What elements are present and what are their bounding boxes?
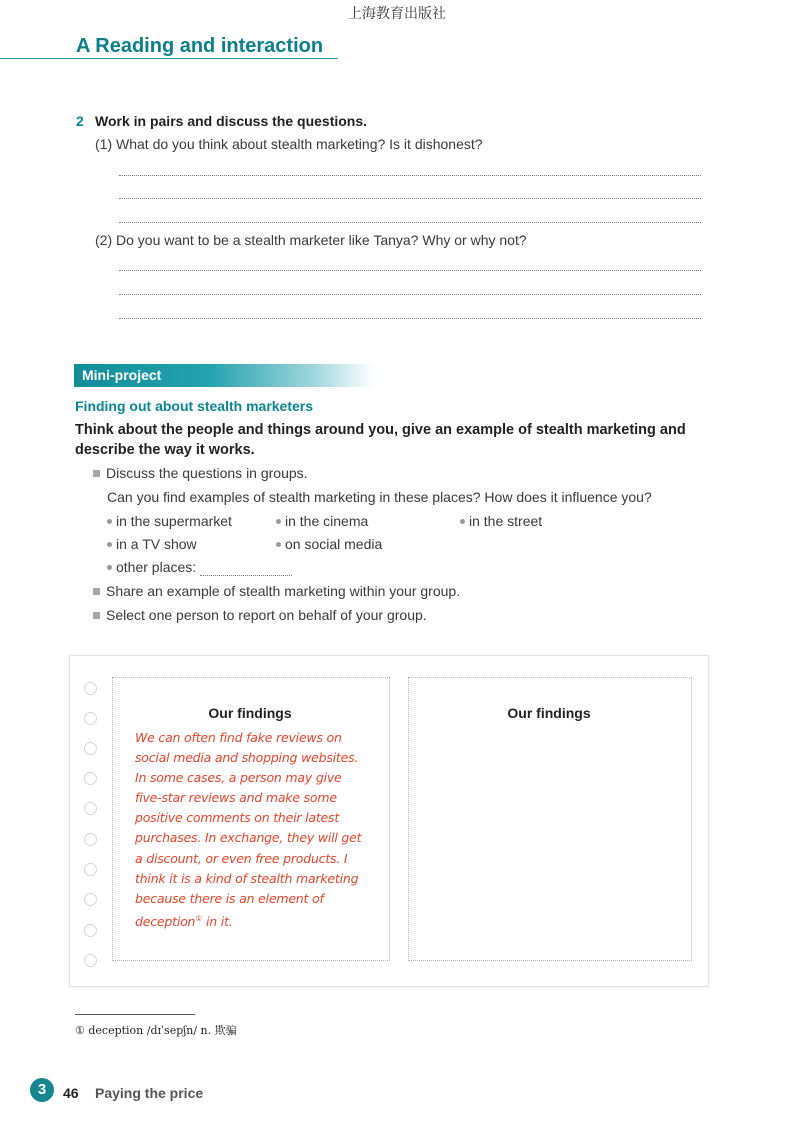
place-item: in the street [469, 513, 543, 529]
other-places-blank[interactable] [200, 575, 292, 576]
step-report: Select one person to report on behalf of your group. [106, 607, 427, 623]
places-prompt: Can you find examples of stealth marketing in these places? How does it influence you? [107, 489, 652, 505]
answer-line-text: social media and shopping websites. [135, 750, 359, 766]
place-item: on social media [285, 536, 383, 552]
sub-question-2: (2) Do you want to be a stealth marketer like Tanya? Why or why not? [95, 232, 527, 248]
answer-line-text: purchases. In exchange, they will get [135, 830, 362, 846]
binder-ring-icon [84, 742, 97, 755]
answer-line-text: positive comments on their latest [135, 810, 340, 826]
question-heading: Work in pairs and discuss the questions. [95, 113, 368, 129]
square-bullet-icon [93, 470, 100, 477]
bullet-dot-icon [107, 542, 112, 547]
footnote-rule [75, 1014, 195, 1015]
place-item: in the cinema [285, 513, 369, 529]
section-title: A Reading and interaction [76, 35, 324, 57]
bullet-dot-icon [460, 519, 465, 524]
mini-project-label: Mini-project [82, 367, 162, 383]
footnote: ① deception /dɪˈsepʃn/ n. 欺骗 [75, 1024, 237, 1037]
page-number: 46 [63, 1085, 79, 1101]
question-number: 2 [76, 113, 84, 129]
answer-line-text: five-star reviews and make some [135, 790, 337, 806]
bullet-dot-icon [276, 542, 281, 547]
answer-line[interactable] [119, 318, 701, 319]
binder-ring-icon [84, 712, 97, 725]
answer-line[interactable] [119, 294, 701, 295]
binder-ring-icon [84, 682, 97, 695]
findings-title-right: Our findings [507, 705, 591, 721]
sub-question-1: (1) What do you think about stealth marketing? Is it dishonest? [95, 136, 483, 152]
bullet-dot-icon [276, 519, 281, 524]
footnote-marker[interactable]: ① [195, 913, 203, 923]
bullet-dot-icon [107, 565, 112, 570]
section-divider [0, 58, 338, 59]
project-task: Think about the people and things around you, give an example of stealth marketing and describe the way it works. [75, 422, 686, 458]
step-discuss: Discuss the questions in groups. [106, 465, 308, 481]
answer-line[interactable] [119, 175, 701, 176]
square-bullet-icon [93, 612, 100, 619]
binder-ring-icon [84, 893, 97, 906]
square-bullet-icon [93, 588, 100, 595]
project-title: Finding out about stealth marketers [75, 398, 314, 414]
place-item: in the supermarket [116, 513, 232, 529]
answer-last-line [135, 909, 375, 932]
answer-line-text: think it is a kind of stealth marketing [135, 870, 359, 886]
place-item-other: other places: [116, 559, 197, 575]
binder-ring-icon [84, 863, 97, 876]
answer-line[interactable] [119, 198, 701, 199]
step-share: Share an example of stealth marketing within your group. [106, 583, 461, 599]
findings-title-left: Our findings [208, 705, 292, 721]
findings-answer-text [135, 728, 375, 932]
answer-line-text: In some cases, a person may give [135, 770, 342, 786]
binder-ring-icon [84, 833, 97, 846]
page-footer-title: Paying the price [95, 1085, 204, 1101]
answer-line-text: a discount, or even free products. I [135, 850, 348, 866]
bullet-dot-icon [107, 519, 112, 524]
unit-number-badge: 3 [30, 1078, 54, 1102]
answer-line-text: because there is an element of [135, 890, 324, 906]
binder-ring-icon [84, 954, 97, 967]
answer-line[interactable] [119, 222, 701, 223]
answer-line-text: We can often find fake reviews on [135, 730, 342, 745]
binder-ring-icon [84, 802, 97, 815]
binder-ring-icon [84, 772, 97, 785]
deception-word: deception [135, 914, 196, 929]
answer-line[interactable] [119, 270, 701, 271]
publisher-name: 上海教育出版社 [348, 6, 446, 22]
answer-tail: in it. [202, 914, 233, 929]
place-item: in a TV show [116, 536, 197, 552]
binder-ring-icon [84, 924, 97, 937]
